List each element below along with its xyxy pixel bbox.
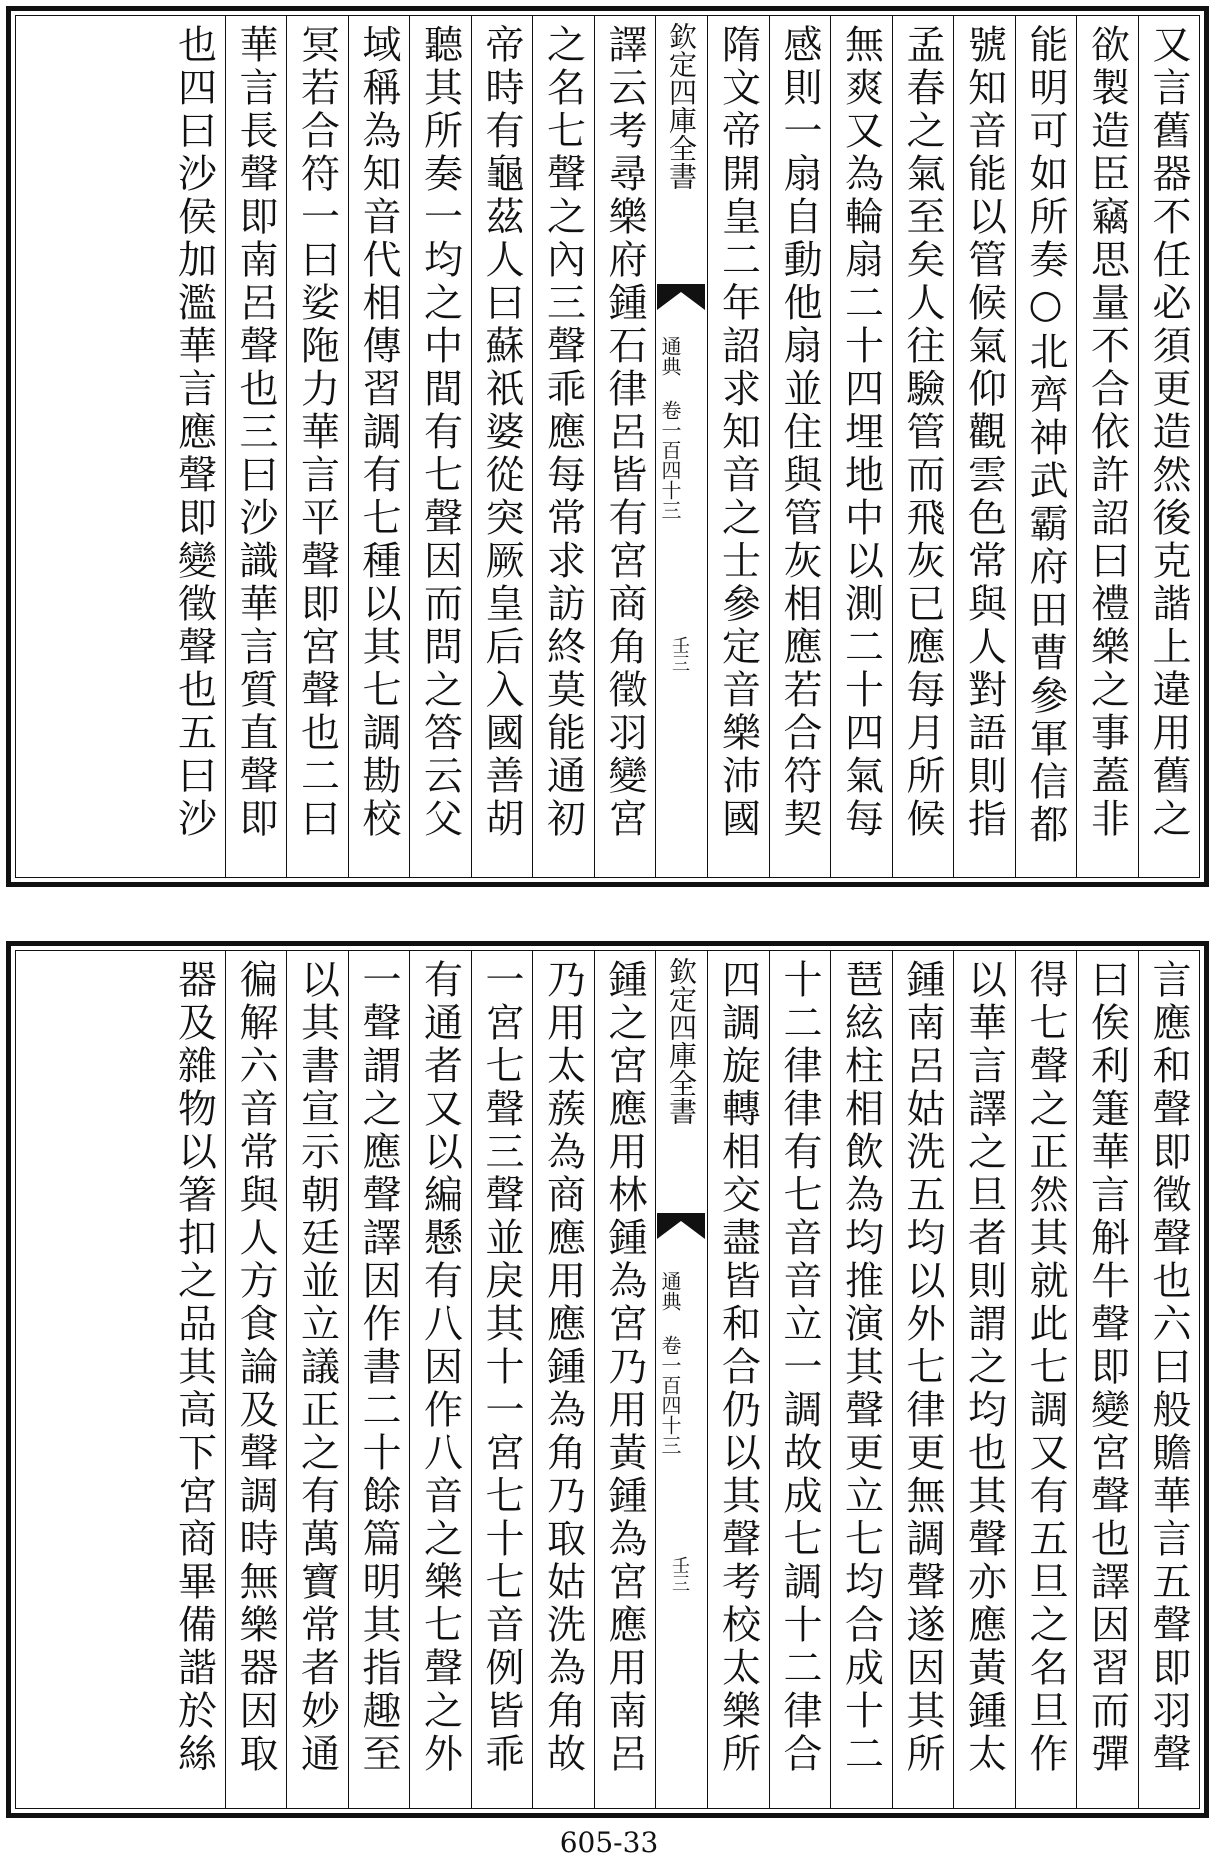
text-column: 也四曰沙侯加濫華言應聲即變徵聲也五曰沙 — [171, 24, 217, 841]
book-title: 欽定四庫全書 — [665, 957, 698, 1125]
top-page — [6, 6, 1209, 887]
fishtail-ornament-icon — [657, 1213, 705, 1239]
leaf-number: 壬三 — [669, 1556, 690, 1592]
volume-label: 卷一百四十三 — [658, 1335, 682, 1455]
text-column: 徧解六音常與人方食論及聲調時無樂器因取 — [225, 951, 287, 1808]
text-column: 無爽又為輪扇二十四埋地中以測二十四氣每 — [830, 16, 892, 877]
text-column: 號知音能以管候氣仰觀雲色常與人對語則指 — [953, 16, 1015, 877]
fishtail-ornament-icon — [657, 284, 705, 310]
source-title: 通典 — [658, 1271, 682, 1311]
text-column: 帝時有龜茲人曰蘇祇婆從突厥皇后入國善胡 — [471, 16, 533, 877]
text-column: 隋文帝開皇二年詔求知音之士參定音樂沛國 — [707, 16, 769, 877]
text-column: 又言舊器不任必須更造然後克諧上違用舊之 — [1138, 16, 1200, 877]
text-column: 十二律律有七音音立一調故成七調十二律合 — [769, 951, 831, 1808]
center-fold-column — [655, 951, 707, 1808]
text-column: 能明可如所奏○北齊神武霸府田曹參軍信都 — [1015, 16, 1077, 877]
bottom-page — [6, 941, 1209, 1818]
text-column: 鍾南呂姑洗五均以外七律更無調聲遂因其所 — [892, 951, 954, 1808]
text-column: 器及雜物以箸扣之品其高下宮商畢備諧於絲 — [171, 959, 217, 1776]
book-title: 欽定四庫全書 — [665, 22, 698, 190]
text-column: 一宮七聲三聲並戾其十一宮七十七音例皆乖 — [471, 951, 533, 1808]
text-column: 言應和聲即徵聲也六曰般贍華言五聲即羽聲 — [1138, 951, 1200, 1808]
text-column: 欲製造臣竊思量不合依許詔曰禮樂之事蓋非 — [1076, 16, 1138, 877]
text-column: 孟春之氣至矣人往驗管而飛灰已應每月所候 — [892, 16, 954, 877]
text-column: 聽其所奏一均之中間有七聲因而問之答云父 — [409, 16, 471, 877]
bottom-columns — [16, 951, 1199, 1808]
text-column: 以其書宣示朝廷並立議正之有萬寶常者妙通 — [286, 951, 348, 1808]
top-columns — [16, 16, 1199, 877]
center-fold-column — [655, 16, 707, 877]
text-column: 以華言譯之旦者則謂之均也其聲亦應黃鍾太 — [953, 951, 1015, 1808]
text-column: 華言長聲即南呂聲也三曰沙識華言質直聲即 — [225, 16, 287, 877]
text-column: 鍾之宮應用林鍾為宮乃用黃鍾為宮應用南呂 — [594, 951, 656, 1808]
source-label — [660, 336, 680, 520]
text-column: 曰俟利箑華言斛牛聲即變宮聲也譯因習而彈 — [1076, 951, 1138, 1808]
source-label — [660, 1271, 680, 1455]
bottom-page-frame — [15, 950, 1200, 1809]
text-column: 得七聲之正然其就此七調又有五旦之名旦作 — [1015, 951, 1077, 1808]
text-column: 之名七聲之內三聲乖應每常求訪終莫能通初 — [532, 16, 594, 877]
text-column: 琶絃柱相飲為均推演其聲更立七均合成十二 — [830, 951, 892, 1808]
text-column: 四調旋轉相交盡皆和合仍以其聲考校太樂所 — [707, 951, 769, 1808]
leaf-number: 壬三 — [669, 636, 690, 672]
text-column: 域稱為知音代相傳習調有七種以其七調勘校 — [348, 16, 410, 877]
text-column: 乃用太蔟為商應用應鍾為角乃取姑洗為角故 — [532, 951, 594, 1808]
text-column: 感則一扇自動他扇並住與管灰相應若合符契 — [769, 16, 831, 877]
top-page-frame — [15, 15, 1200, 878]
text-column: 譯云考尋樂府鍾石律呂皆有宮商角徵羽變宮 — [594, 16, 656, 877]
source-title: 通典 — [658, 336, 682, 376]
text-column: 一聲謂之應聲譯因作書二十餘篇明其指趣至 — [348, 951, 410, 1808]
text-column: 有通者又以編懸有八因作八音之樂七聲之外 — [409, 951, 471, 1808]
page-number-footer: 605-33 — [559, 1826, 659, 1859]
volume-label: 卷一百四十三 — [658, 400, 682, 520]
text-column: 冥若合符一曰娑陁力華言平聲即宮聲也二曰 — [286, 16, 348, 877]
